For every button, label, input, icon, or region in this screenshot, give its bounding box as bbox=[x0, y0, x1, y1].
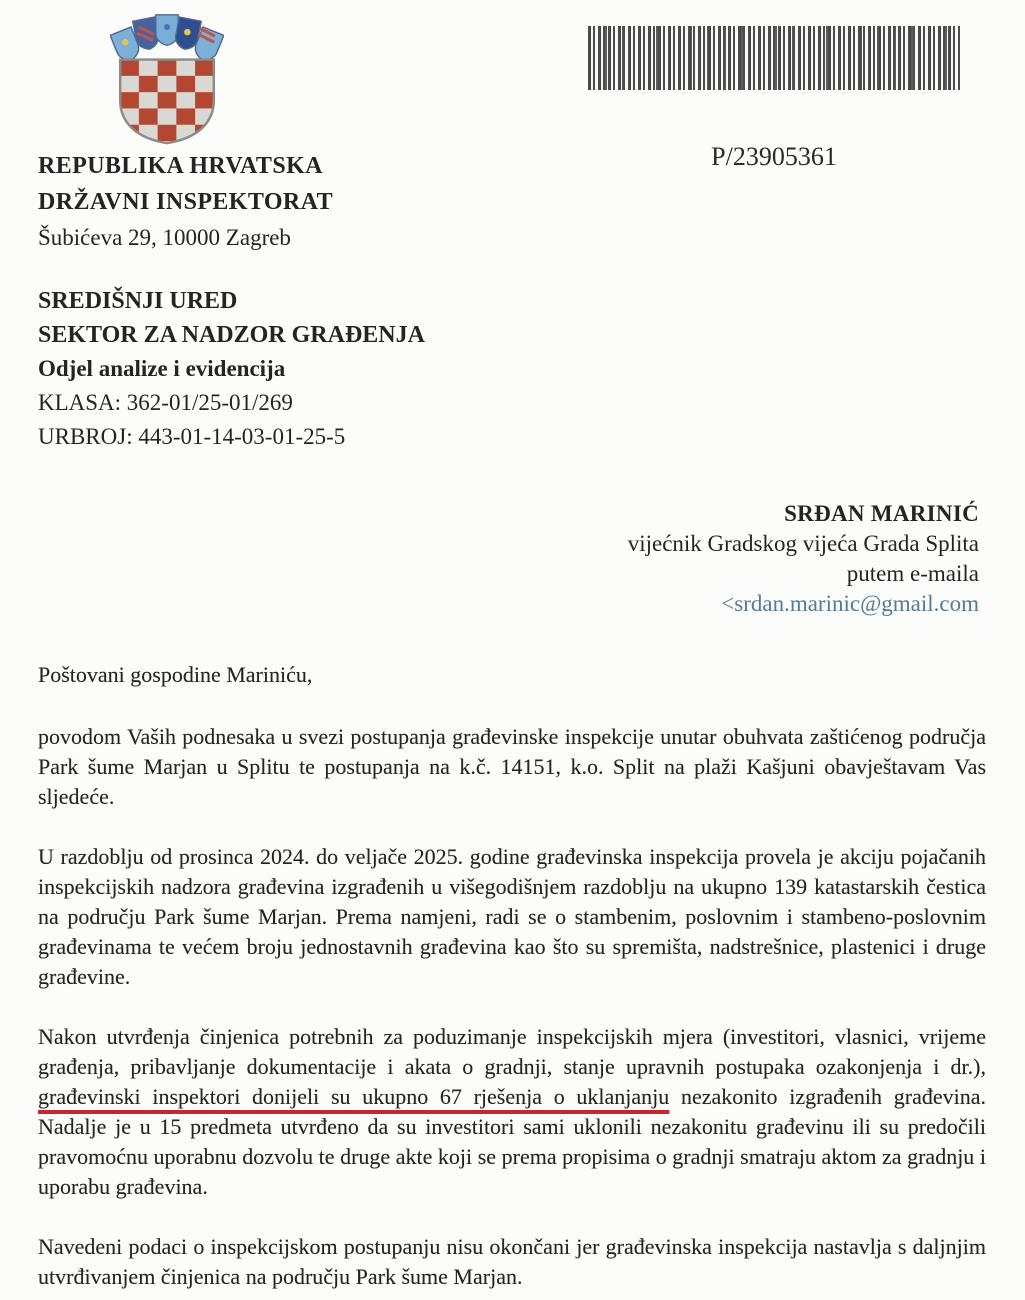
recipient-name: SRĐAN MARINIĆ bbox=[784, 501, 979, 526]
recipient-email: <srdan.marinic@gmail.com bbox=[721, 591, 979, 616]
klasa-number: KLASA: 362-01/25-01/269 bbox=[38, 390, 293, 415]
barcode-block bbox=[588, 26, 960, 172]
sector-name: SEKTOR ZA NADZOR GRAĐENJA bbox=[38, 322, 425, 348]
letterhead bbox=[38, 148, 333, 254]
croatian-coat-of-arms-icon bbox=[110, 14, 224, 152]
recipient-delivery-method: putem e-maila bbox=[846, 561, 979, 586]
paragraph-3-rest: nezakonito izgrađenih građevina. Nadalje je u 15 predmeta utvrđeno da su investitori sami uklonili nezakonitu građevinu ili su predočili pravomoćnu uporabnu dozvolu te druge akte koji se prema propisima o gradnji smatraju aktom za gradnju i uporabu građevina. bbox=[38, 1084, 986, 1199]
barcode-icon bbox=[588, 26, 960, 90]
letter-body bbox=[38, 660, 986, 1300]
paragraph-3 bbox=[38, 1022, 986, 1202]
office-name: SREDIŠNJI URED bbox=[38, 288, 238, 314]
office-block bbox=[38, 284, 425, 454]
salutation: Poštovani gospodine Mariniću, bbox=[38, 662, 313, 687]
letterhead-country: REPUBLIKA HRVATSKA bbox=[38, 153, 323, 179]
paragraph-1: povodom Vaših podnesaka u svezi postupanja građevinske inspekcije unutar obuhvata zaštićenog područja Park šume Marjan u Splitu te postupanja na k.č. 14151, k.o. Split na plaži Kašjuni obavještavam Vas sljedeće. bbox=[38, 724, 986, 809]
recipient-title: vijećnik Gradskog vijeća Grada Splita bbox=[627, 531, 979, 556]
paragraph-4: Navedeni podaci o inspekcijskom postupanju nisu okončani jer građevinska inspekcija nastavlja s daljnjim utvrđivanjem činjenica na području Park šume Marjan. bbox=[38, 1234, 986, 1289]
letterhead-address: Šubićeva 29, 10000 Zagreb bbox=[38, 225, 291, 250]
urbroj-number: URBROJ: 443-01-14-03-01-25-5 bbox=[38, 424, 346, 449]
paragraph-3-lead: Nakon utvrđenja činjenica potrebnih za poduzimanje inspekcijskih mjera (investitori, vlasnici, vrijeme građenja, pribavljanje dokumentacije i akata o gradnji, stanje upravnih postupaka ozakonjenja i dr.), bbox=[38, 1024, 986, 1079]
paragraph-2: U razdoblju od prosinca 2024. do veljače 2025. godine građevinska inspekcija provela je akciju pojačanih inspekcijskih nadzora građevina izgrađenih u višegodišnjem razdoblju na ukupno 139 katastarskih čestica na području Park šume Marjan. Prema namjeni, radi se o stambenim, poslovnim i stambeno-poslovnim građevinama te većem broju jednostavnih građevina kao što su spremišta, nadstrešnice, plastenici i druge građevine. bbox=[38, 844, 986, 989]
paragraph-3-underlined-finding: građevinski inspektori donijeli su ukupno 67 rješenja o uklanjanju bbox=[38, 1084, 670, 1109]
recipient-block bbox=[628, 499, 979, 619]
barcode-number: P/23905361 bbox=[711, 142, 837, 171]
letterhead-institution: DRŽAVNI INSPEKTORAT bbox=[38, 189, 334, 215]
department-name: Odjel analize i evidencija bbox=[38, 356, 286, 381]
